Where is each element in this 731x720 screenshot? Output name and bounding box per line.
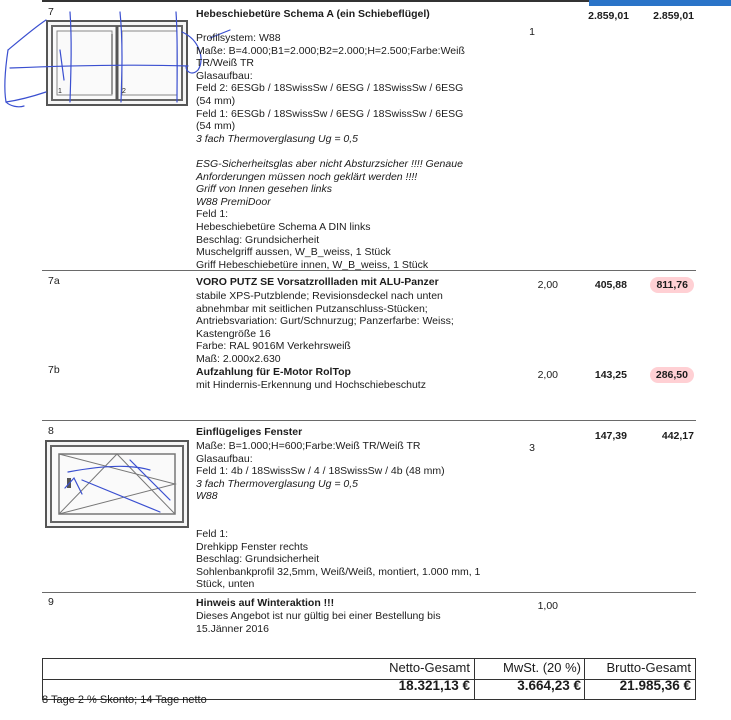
highlight-marker: 811,76 [650, 277, 694, 293]
desc-line: Dieses Angebot ist nur gültig bei einer Bestellung bis [196, 610, 441, 622]
desc-line: (54 mm) [196, 94, 236, 107]
item-total-price [630, 279, 694, 292]
item-description [196, 290, 526, 366]
desc-line: Feld 1: [196, 528, 229, 540]
desc-line: stabile XPS-Putzblende; Revisionsdeckel nach unten [196, 290, 443, 302]
brutto-cell [584, 659, 695, 699]
item-position: 9 [48, 596, 54, 608]
item-description [196, 440, 526, 503]
mwst-value: 3.664,23 € [517, 678, 581, 693]
netto-value: 18.321,13 € [398, 678, 470, 693]
item-description [196, 379, 526, 392]
desc-line: Glasaufbau: [196, 69, 253, 82]
desc-line: Kastengröße 16 [196, 327, 271, 340]
item-unit-price: 147,39 [594, 430, 627, 442]
desc-line: ESG-Sicherheitsglas aber nicht Absturzsicher !!!! Genaue [196, 157, 463, 170]
item-description [196, 610, 526, 635]
desc-line: Maße: B=4.000;B1=2.000;B2=2.000;H=2.500;Farbe:Weiß [196, 44, 465, 57]
item-description [196, 32, 526, 271]
desc-line: Drehkipp Fenster rechts [196, 540, 309, 553]
item-position: 7a [48, 275, 60, 287]
header-band [589, 0, 731, 6]
row-divider [42, 270, 696, 271]
desc-spacer [196, 145, 526, 158]
payment-terms: 8 Tage 2 % Skonto; 14 Tage netto [42, 694, 207, 706]
row-divider [42, 592, 696, 593]
item-quantity: 1,00 [537, 600, 558, 612]
field-label-2: 2 [122, 88, 126, 95]
field-label-1: 1 [58, 88, 62, 95]
item-title: VORO PUTZ SE Vorsatzrollladen mit ALU-Panzer [196, 276, 439, 288]
desc-line: Stück, unten [196, 578, 255, 591]
desc-line: Maße: B=1.000;H=600;Farbe:Weiß TR/Weiß TR [196, 440, 421, 452]
desc-line: Muschelgriff aussen, W_B_weiss, 1 Stück [196, 246, 391, 259]
item-quantity: 1 [529, 26, 535, 38]
sliding-door-schema [48, 22, 186, 104]
desc-line: Maß: 2.000x2.630 [196, 352, 281, 365]
item-position: 7b [48, 364, 60, 376]
item-position: 8 [48, 425, 54, 437]
desc-line: W88 [196, 490, 218, 503]
casement-window-schema [47, 442, 187, 526]
desc-line: Beschlag: Grundsicherheit [196, 553, 320, 566]
row-divider [42, 420, 696, 421]
item-quantity: 2,00 [537, 279, 558, 291]
window-drawing [45, 440, 189, 528]
desc-line: Beschlag: Grundsicherheit [196, 233, 320, 246]
desc-line: Anforderungen müssen noch geklärt werden !!!! [196, 170, 418, 183]
door-drawing [46, 20, 188, 106]
desc-line: Feld 1: [196, 208, 229, 221]
brutto-value: 21.985,36 € [619, 678, 691, 693]
item-total-price: 2.859,01 [653, 10, 694, 22]
desc-line: W88 PremiDoor [196, 195, 271, 208]
desc-line: Hebeschiebetüre Schema A DIN links [196, 220, 371, 233]
item-unit-price: 2.859,01 [588, 10, 629, 22]
desc-line: 3 fach Thermoverglasung Ug = 0,5 [196, 477, 358, 490]
item-total-price: 442,17 [661, 430, 694, 442]
highlight-marker: 286,50 [650, 367, 694, 383]
desc-line: 3 fach Thermoverglasung Ug = 0,5 [196, 132, 358, 145]
brutto-label: Brutto-Gesamt [606, 660, 691, 675]
item-unit-price: 405,88 [594, 279, 627, 291]
netto-cell [43, 659, 474, 699]
desc-line: Griff Hebeschiebetüre innen, W_B_weiss, 1 Stück [196, 258, 429, 271]
desc-line: Farbe: RAL 9016M Verkehrsweiß [196, 340, 351, 353]
item-title: Hinweis auf Winteraktion !!! [196, 597, 335, 609]
item-title: Einflügeliges Fenster [196, 426, 303, 438]
mwst-cell [474, 659, 585, 699]
desc-line: Glasaufbau: [196, 452, 253, 465]
item-unit-price: 143,25 [594, 369, 627, 381]
desc-line: TR/Weiß TR [196, 57, 254, 70]
desc-line: Feld 1: 6ESGb / 18SwissSw / 6ESG / 18SwissSw / 6ESG [196, 107, 464, 120]
item-description-fittings [196, 528, 526, 591]
desc-line: mit Hindernis-Erkennung und Hochschiebeschutz [196, 379, 426, 391]
desc-line: Antriebsvariation: Gurt/Schnurzug; Panzerfarbe: Weiss; [196, 315, 454, 328]
mwst-label: MwSt. (20 %) [502, 660, 581, 675]
item-quantity: 2,00 [537, 369, 558, 381]
desc-line: (54 mm) [196, 120, 236, 133]
desc-line: Feld 1: 4b / 18SwissSw / 4 / 18SwissSw / 4b (48 mm) [196, 465, 445, 478]
desc-line: abnehmbar mit seitlichen Putzanschluss-Stücken; [196, 302, 428, 315]
netto-label: Netto-Gesamt [389, 660, 470, 675]
item-title: Hebeschiebetüre Schema A (ein Schiebeflügel) [196, 8, 430, 20]
item-position: 7 [48, 6, 54, 18]
item-title: Aufzahlung für E-Motor RolTop [196, 366, 351, 378]
desc-line: Sohlenbankprofil 32,5mm, Weiß/Weiß, montiert, 1.000 mm, 1 [196, 565, 481, 578]
desc-line: Griff von Innen gesehen links [196, 183, 332, 196]
item-total-price [630, 369, 694, 382]
desc-line: 15.Jänner 2016 [196, 622, 269, 635]
desc-line: Profilsystem: W88 [196, 32, 281, 44]
desc-line: Feld 2: 6ESGb / 18SwissSw / 6ESG / 18SwissSw / 6ESG [196, 82, 464, 95]
item-quantity: 3 [529, 442, 535, 454]
